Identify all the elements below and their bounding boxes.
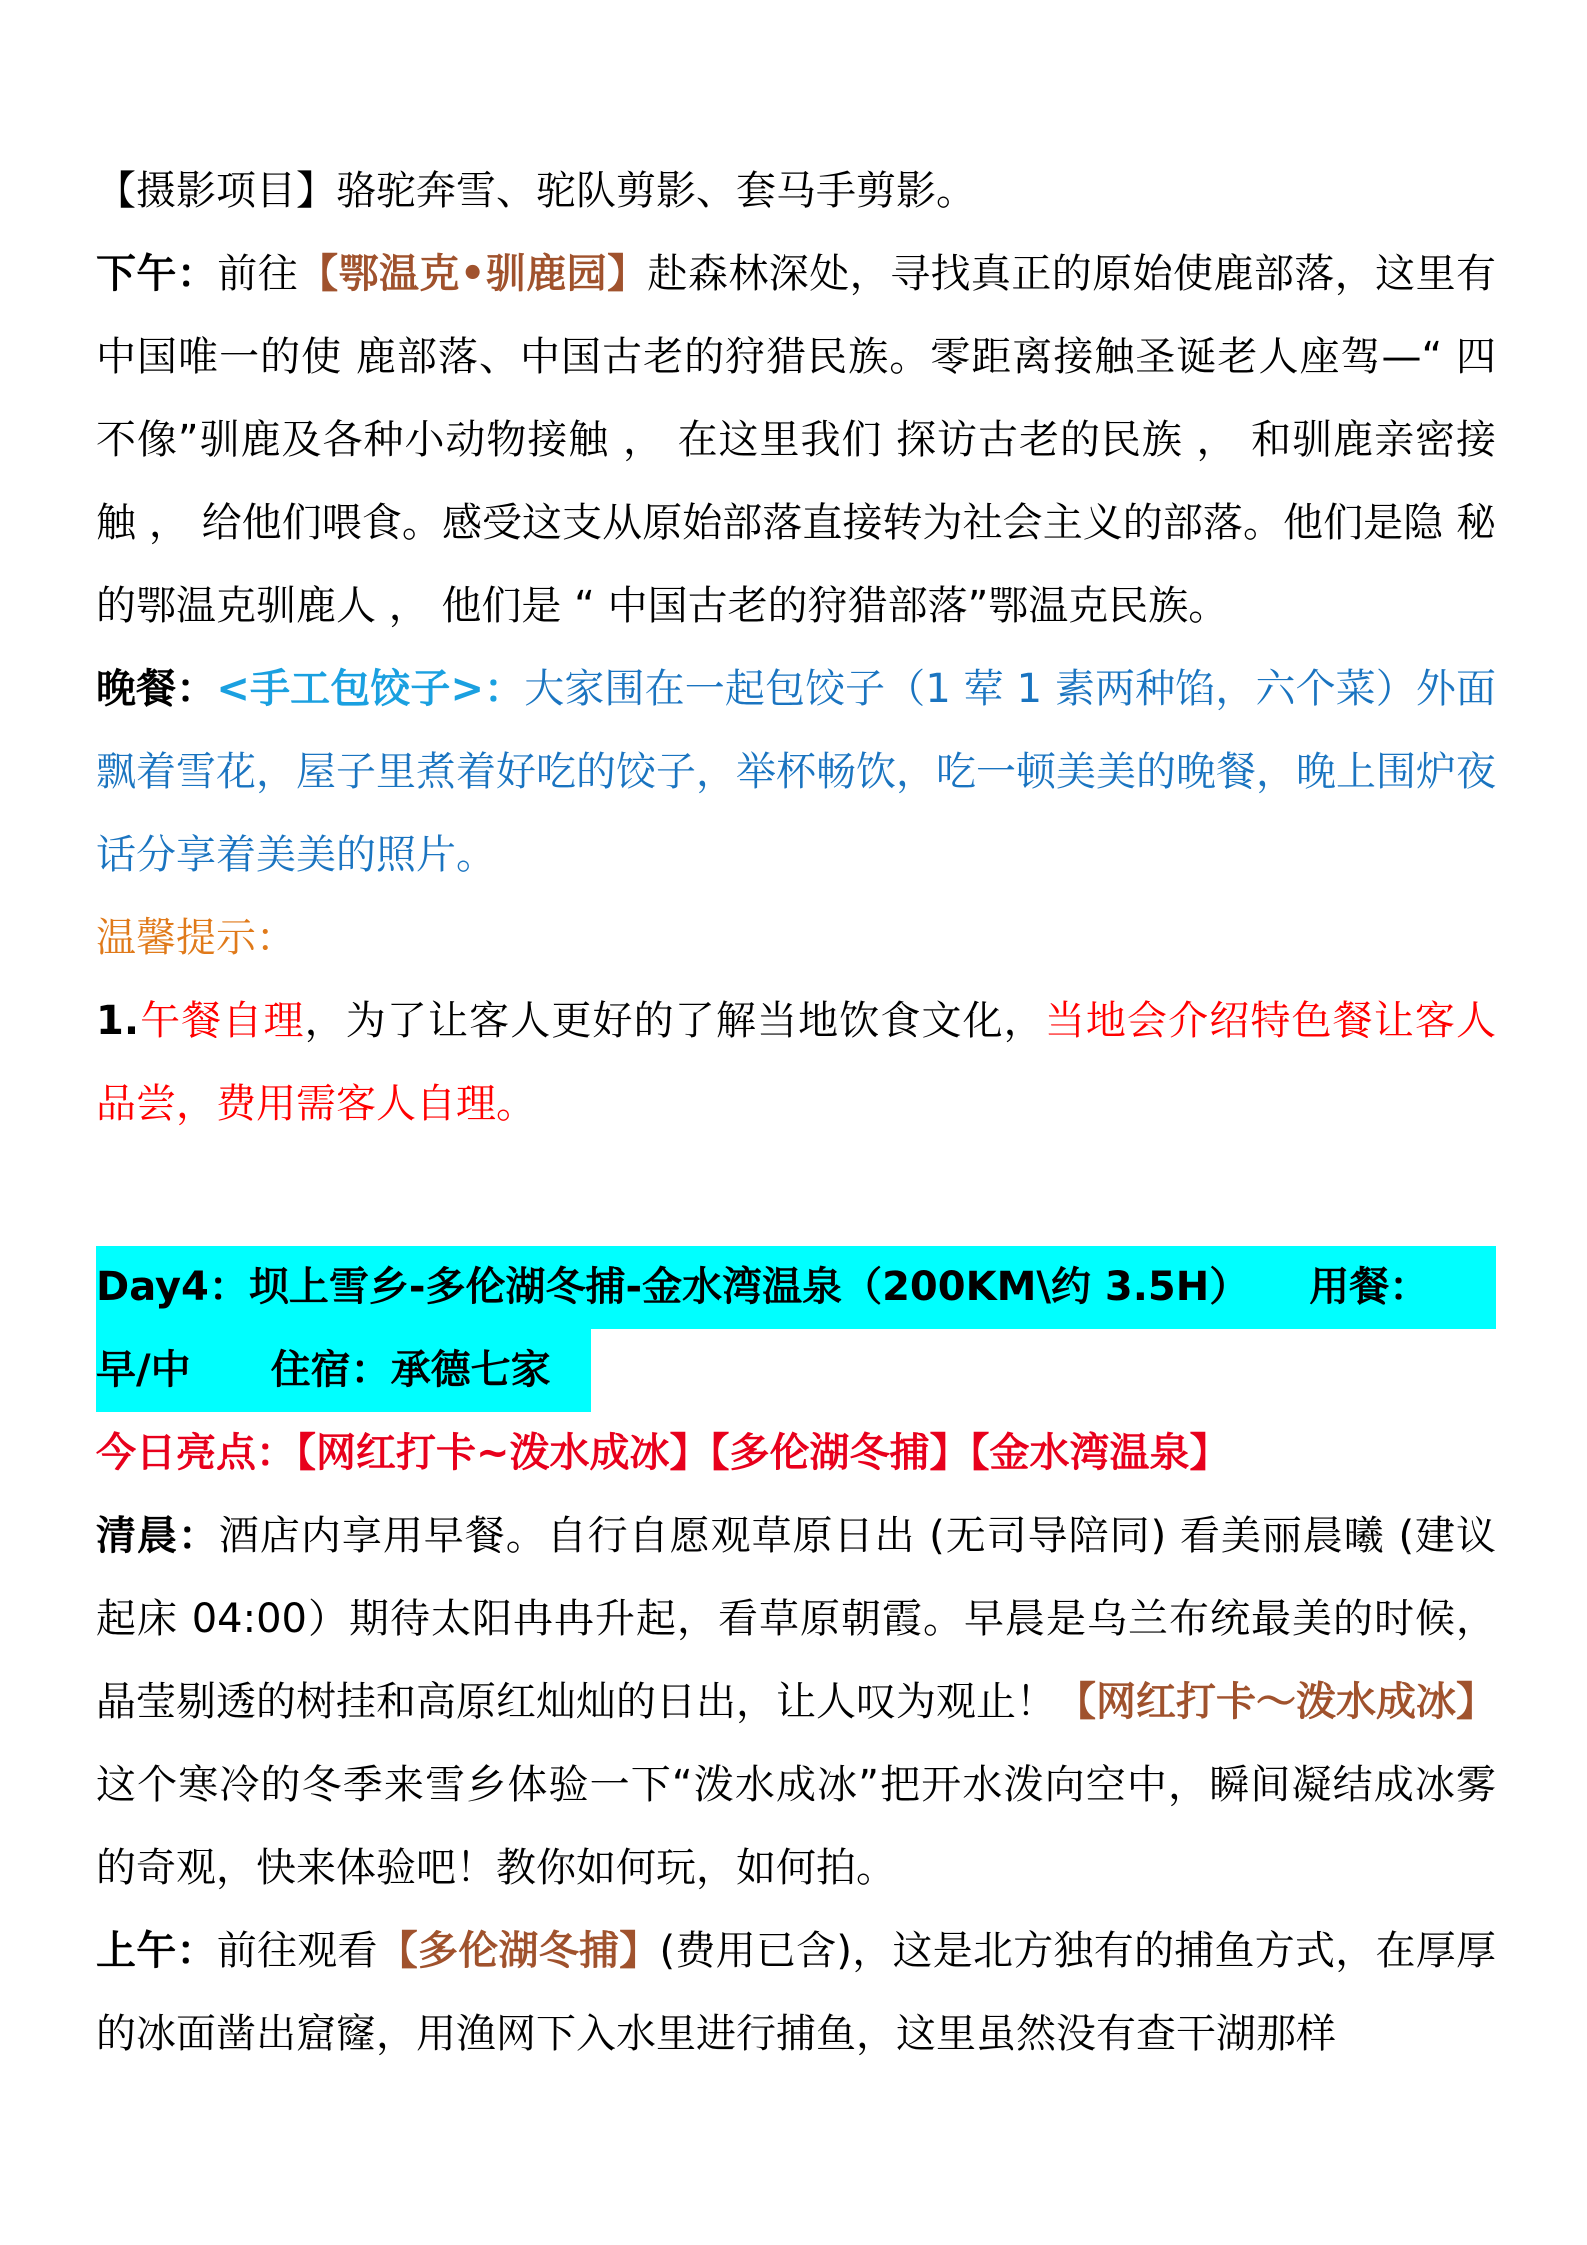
dinner-label: 晚餐： [96,666,217,712]
morning-place: 【网红打卡～泼水成冰】 [1056,1679,1496,1725]
document-page [96,150,1496,2076]
day4-highlights: 今日亮点：【网红打卡~泼水成冰】【多伦湖冬捕】【金水湾温泉】 [96,1430,1230,1476]
afternoon-label: 下午： [96,251,218,297]
dinner-highlight: <手工包饺子>： [216,666,525,712]
photo-line [96,150,1496,233]
morning-text-2: 这个寒冷的冬季来雪乡体验一下“泼水成冰”把开水泼向空中，瞬间凝结成冰雾的奇观，快来体验吧！教你如何玩，如何拍。 [96,1762,1496,1891]
day4-header-line2: 早/中 住宿：承德七家 [96,1329,591,1412]
day4-header [96,1246,1496,1412]
tip-1-red-a: 午餐自理 [139,998,305,1044]
tips-label: 温馨提示： [96,915,296,961]
dinner-text: 大家围在一起包饺子（1 荤 1 素两种馅，六个菜）外面飘着雪花，屋子里煮着好吃的饺子，举杯畅饮，吃一顿美美的晚餐，晚上围炉夜话分享着美美的照片。 [96,666,1497,878]
dinner-paragraph [96,648,1496,897]
photo-text: 【摄影项目】骆驼奔雪、驼队剪影、套马手剪影。 [96,168,976,214]
section-gap [96,1146,1496,1246]
afternoon-place: 【鄂温克•驯鹿园】 [298,251,648,297]
tip-1-number: 1. [96,998,140,1044]
morning-paragraph [96,1495,1496,1910]
afternoon-paragraph [96,233,1496,648]
am-pre: 前往观看 [216,1928,378,1974]
am-place: 【多伦湖冬捕】 [377,1928,660,1974]
tip-1-red-b: 当地会介绍特色餐让客人品尝，费用需客人自理。 [96,998,1497,1127]
afternoon-text: 赴森林深处，寻找真正的原始使鹿部落，这里有中国唯一的使 鹿部落、中国古老的狩猎民族。零距离接触圣诞老人座驾—“ 四不像”驯鹿及各种小动物接触 ， 在这里我们 探访古老的民族 ， 和驯鹿亲密接触 ， 给他们喂食。感受这支从原始部落直接转为社会主义的部落。他们是隐 秘的鄂温克驯鹿人 ， 他们是 “ 中国古老的狩猎部落”鄂温克民族。 [96,251,1497,629]
am-text: (费用已含)，这是北方独有的捕鱼方式，在厚厚的冰面凿出窟窿，用渔网下入水里进行捕鱼，这里虽然没有查干湖那样 [96,1928,1497,2057]
day4-header-line1: Day4：坝上雪乡-多伦湖冬捕-金水湾温泉（200KM\约 3.5H） 用餐： [96,1246,1496,1329]
morning-text-1: 酒店内享用早餐。自行自愿观草原日出 (无司导陪同) 看美丽晨曦 (建议起床 04:00）期待太阳冉冉升起，看草原朝霞。早晨是乌兰布统最美的时候，晶莹剔透的树挂和高原红灿灿的日出，让人叹为观止！ [96,1513,1496,1725]
morning-label: 清晨： [96,1513,219,1559]
tip-1-mid: ，为了让客人更好的了解当地饮食文化， [304,998,1045,1044]
am-label: 上午： [96,1928,217,1974]
afternoon-pre: 前往 [217,251,299,297]
tip-1 [96,980,1496,1146]
am-paragraph [96,1910,1496,2076]
